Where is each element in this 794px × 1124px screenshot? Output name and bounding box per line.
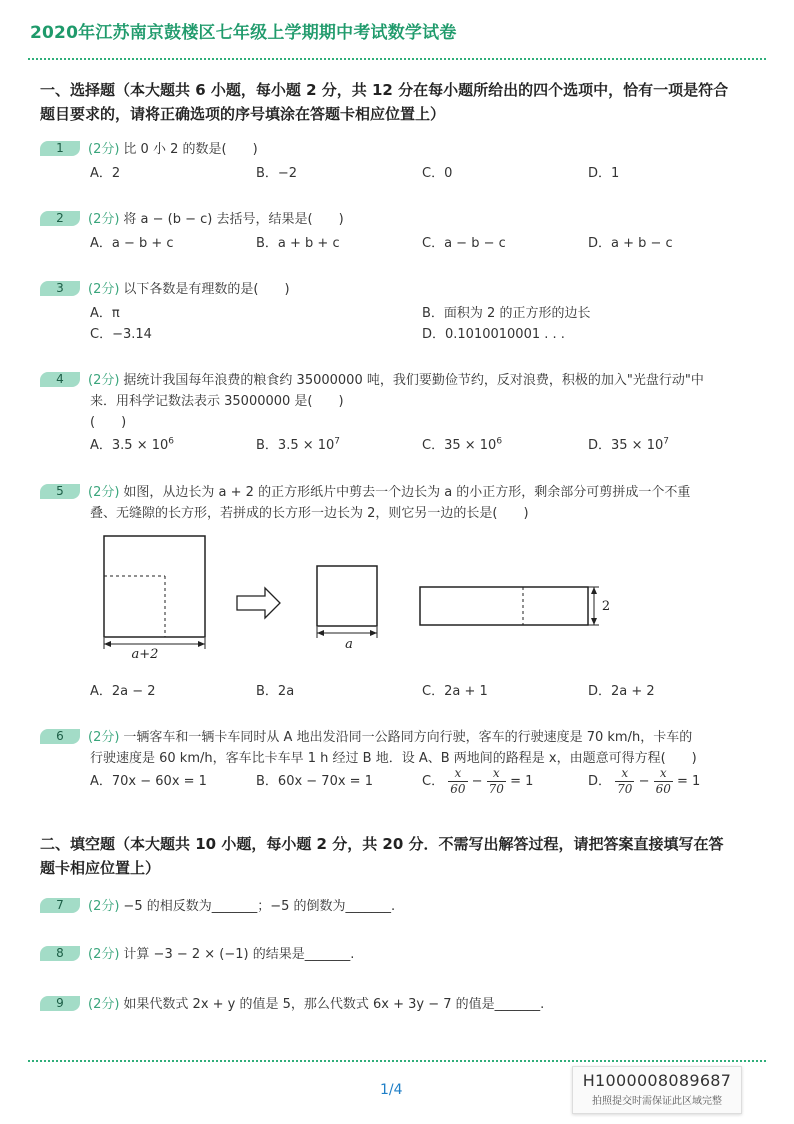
- question-4: [40, 370, 756, 433]
- option-c[interactable]: C． $\frac{x}{60}$ − $\frac{x}{70}$ = 1: [422, 766, 534, 796]
- question-text[interactable]: −5 的相反数为_______；−5 的倒数为_______.: [123, 899, 396, 914]
- assembled-rectangle: [420, 587, 588, 625]
- option-c[interactable]: C．−3.14: [90, 327, 152, 342]
- question-number-badge: 5: [40, 484, 80, 499]
- question-9: [40, 994, 756, 1015]
- document-id-box: [572, 1066, 742, 1114]
- question-score: (2分): [88, 899, 120, 914]
- option-d[interactable]: D．a + b − c: [588, 236, 673, 251]
- option-a[interactable]: A．a − b + c: [90, 236, 174, 251]
- option-c[interactable]: C．2a + 1: [422, 684, 488, 699]
- section-1-line-2: 题目要求的，请将正确选项的序号填涂在答题卡相应位置上）: [40, 105, 446, 123]
- dotted-divider-bottom: [28, 1060, 766, 1062]
- page-number: 1/4: [380, 1082, 403, 1098]
- question-score: (2分): [88, 142, 120, 157]
- question-score: (2分): [88, 997, 120, 1012]
- question-text-line-2: 行驶速度是 60 km/h，客车比卡车早 1 h 经过 B 地．设 A、B 两地间的路程是 x，由题意可得方程( ): [90, 751, 697, 766]
- question-3: [40, 279, 756, 300]
- section-1-line-1: 一、选择题（本大题共 6 小题，每小题 2 分，共 12 分在每小题所给出的四个选项中，恰有一项是符合: [40, 81, 729, 99]
- question-text: 将 a − (b − c) 去括号，结果是( ): [123, 212, 344, 227]
- transform-arrow-icon: [237, 588, 280, 618]
- label-2: 2: [601, 599, 611, 614]
- option-a[interactable]: A．$3.5 \times 10^6$: [90, 436, 175, 453]
- question-text[interactable]: 如果代数式 2x + y 的值是 5，那么代数式 6x + 3y − 7 的值是_______.: [123, 997, 545, 1012]
- option-d[interactable]: D．0.1010010001 . . .: [422, 327, 565, 342]
- question-text: 比 0 小 2 的数是( ): [123, 142, 258, 157]
- question-text: 一辆客车和一辆卡车同时从 A 地出发沿同一公路同方向行驶，客车的行驶速度是 70 km/h，卡车的: [123, 730, 693, 745]
- big-square: [104, 536, 205, 637]
- label-a: a: [345, 637, 353, 652]
- document-note: 拍照提交时需保证此区域完整: [592, 1096, 722, 1107]
- option-c[interactable]: C．0: [422, 166, 453, 181]
- question-5-figure: [95, 528, 625, 663]
- question-number-badge: 2: [40, 211, 80, 226]
- option-b[interactable]: B．a + b + c: [256, 236, 340, 251]
- question-number-badge: 3: [40, 281, 80, 296]
- question-1: [40, 139, 756, 160]
- document-code: H1000008089687: [582, 1071, 732, 1090]
- option-d[interactable]: D．1: [588, 166, 620, 181]
- option-b[interactable]: B．面积为 2 的正方形的边长: [422, 306, 591, 321]
- question-score: (2分): [88, 947, 120, 962]
- question-score: (2分): [88, 282, 120, 297]
- question-5: [40, 482, 756, 524]
- dotted-divider-top: [28, 58, 766, 60]
- option-b[interactable]: B．$3.5 \times 10^7$: [256, 436, 341, 453]
- question-text[interactable]: 计算 −3 − 2 × (−1) 的结果是_______.: [123, 947, 355, 962]
- question-number-badge: 8: [40, 946, 80, 961]
- option-a[interactable]: A．70x − 60x = 1: [90, 774, 207, 789]
- document-title: 2020年江苏南京鼓楼区七年级上学期期中考试数学试卷: [30, 23, 457, 43]
- option-b[interactable]: B．60x − 70x = 1: [256, 774, 373, 789]
- question-score: (2分): [88, 373, 120, 388]
- option-a[interactable]: A．π: [90, 306, 120, 321]
- section-2-heading: [40, 832, 756, 880]
- question-number-badge: 7: [40, 898, 80, 913]
- option-c[interactable]: C．a − b − c: [422, 236, 506, 251]
- label-a-plus-2: a+2: [131, 647, 159, 662]
- question-text: 以下各数是有理数的是( ): [123, 282, 290, 297]
- question-text-line-2: 来．用科学记数法表示 35000000 是( ): [90, 394, 344, 409]
- question-text: 如图，从边长为 a + 2 的正方形纸片中剪去一个边长为 a 的小正方形，剩余部分可剪拼成一个不重: [123, 485, 691, 500]
- question-text: 据统计我国每年浪费的粮食约 35000000 吨，我们要勤俭节约，反对浪费，积极的加入"光盘行动"中: [123, 373, 704, 388]
- small-square: [317, 566, 377, 626]
- question-score: (2分): [88, 212, 120, 227]
- section-2-line-2: 题卡相应位置上）: [40, 859, 161, 877]
- section-2-line-1: 二、填空题（本大题共 10 小题，每小题 2 分，共 20 分．不需写出解答过程，请把答案直接填写在答: [40, 835, 724, 853]
- question-2: [40, 209, 756, 230]
- option-d[interactable]: D．2a + 2: [588, 684, 655, 699]
- option-b[interactable]: B．−2: [256, 166, 298, 181]
- question-score: (2分): [88, 485, 120, 500]
- question-text-line-2: 叠、无缝隙的长方形，若拼成的长方形一边长为 2，则它另一边的长是( ): [90, 506, 529, 521]
- question-number-badge: 6: [40, 729, 80, 744]
- question-text-line-3: ( ): [90, 415, 127, 430]
- question-6: [40, 727, 756, 769]
- option-a[interactable]: A．2a − 2: [90, 684, 156, 699]
- option-a[interactable]: A．2: [90, 166, 121, 181]
- question-number-badge: 9: [40, 996, 80, 1011]
- option-c[interactable]: C．$35 \times 10^6$: [422, 436, 503, 453]
- question-score: (2分): [88, 730, 120, 745]
- option-d[interactable]: D． $\frac{x}{70}$ − $\frac{x}{60}$ = 1: [588, 766, 701, 796]
- question-number-badge: 1: [40, 141, 80, 156]
- option-b[interactable]: B．2a: [256, 684, 295, 699]
- question-number-badge: 4: [40, 372, 80, 387]
- question-8: [40, 944, 756, 965]
- section-1-heading: [40, 78, 756, 126]
- option-d[interactable]: D．$35 \times 10^7$: [588, 436, 669, 453]
- question-7: [40, 896, 756, 917]
